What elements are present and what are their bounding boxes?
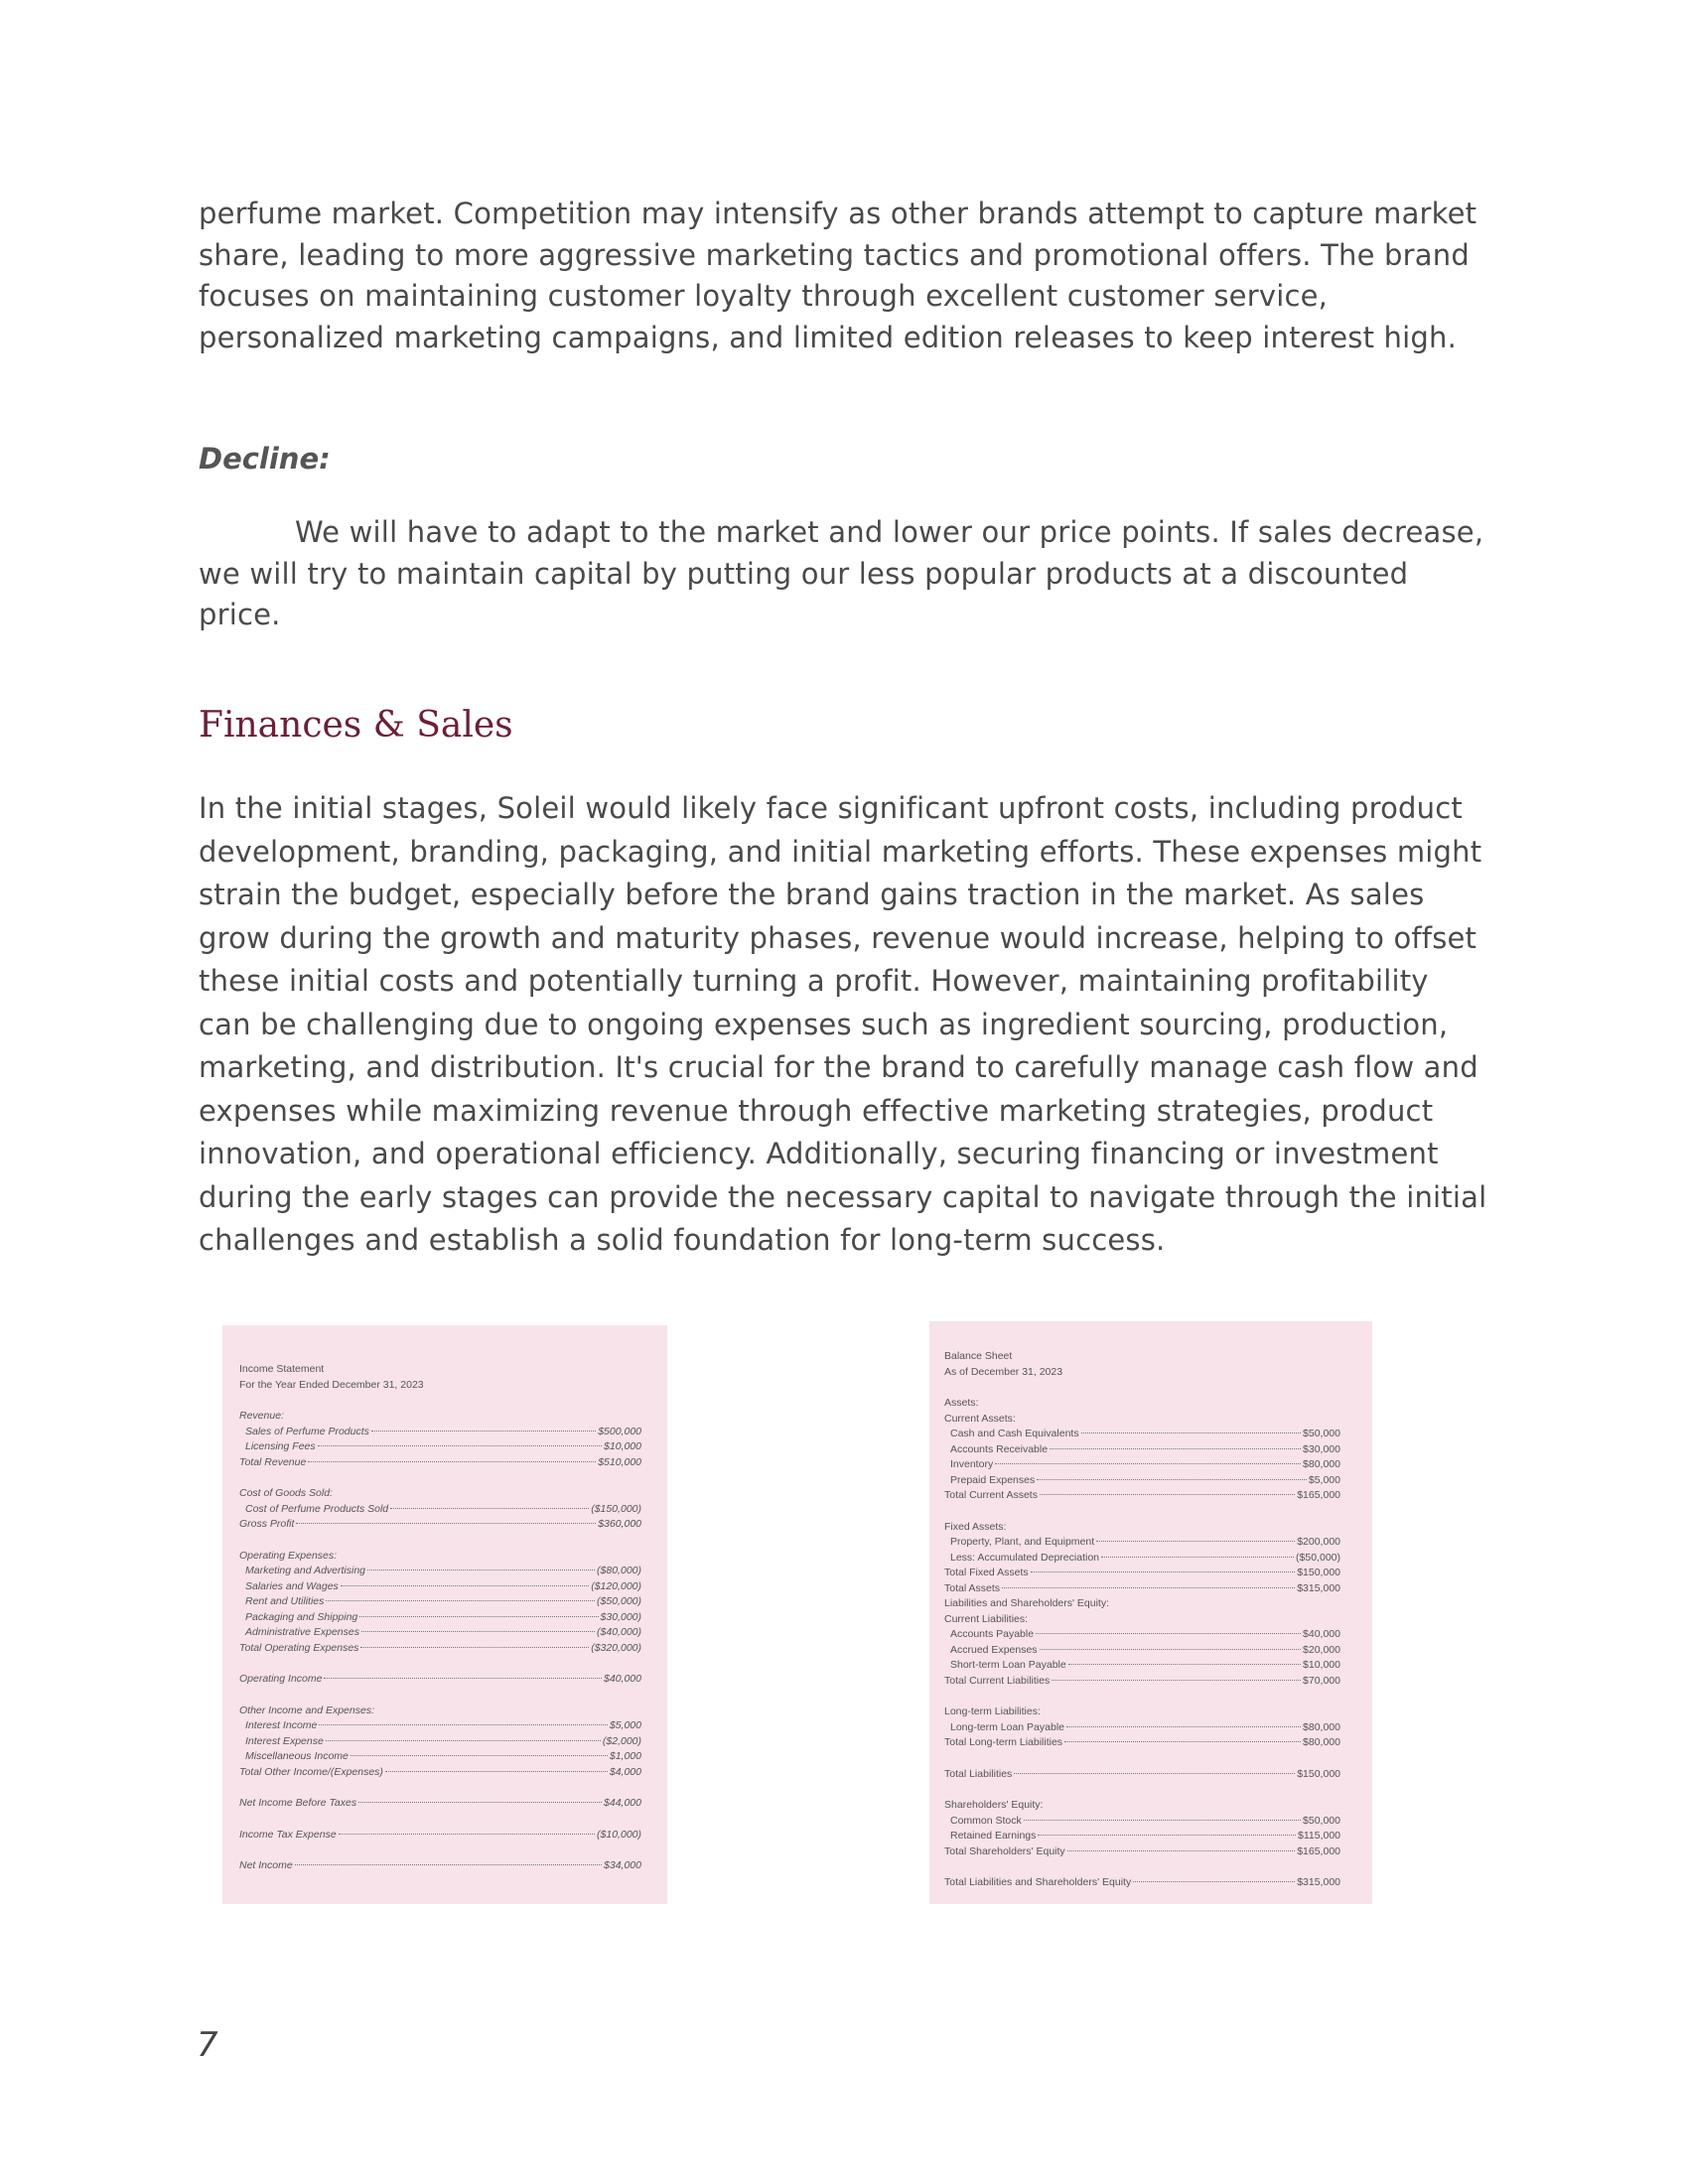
statement-line-item — [944, 1720, 1340, 1736]
line-label: Interest Expense — [245, 1734, 324, 1747]
dot-leader — [390, 1508, 589, 1509]
statement-section-heading — [239, 1704, 641, 1719]
statement-line-item — [239, 1594, 641, 1610]
intro-paragraph: perfume market. Competition may intensify as other brands attempt to capture market share, leading to more aggressive marketing tactics and promotional offers. The brand focuses on maintaining customer loyalty through excellent customer service, personalized marketing campaigns, and limited edition releases to keep interest high. — [199, 197, 1477, 354]
line-label: Operating Income — [239, 1673, 323, 1685]
statement-line-item — [239, 1641, 641, 1657]
line-amount: $80,000 — [1303, 1736, 1340, 1748]
statement-line-item — [944, 1627, 1340, 1643]
line-amount: $10,000 — [604, 1440, 641, 1452]
income-statement — [222, 1325, 667, 1904]
statement-line-item — [944, 1581, 1340, 1597]
row-spacer — [944, 1782, 1340, 1798]
dot-leader — [1040, 1649, 1301, 1650]
line-label: Cash and Cash Equivalents — [950, 1428, 1079, 1439]
line-amount: $44,000 — [604, 1797, 641, 1809]
statement-line-item — [944, 1875, 1340, 1891]
line-label: Net Income — [239, 1859, 293, 1871]
dot-leader — [1031, 1571, 1296, 1572]
balance-sheet-subtitle: As of December 31, 2023 — [944, 1366, 1063, 1378]
line-amount: $5,000 — [609, 1719, 641, 1731]
statement-section-heading — [944, 1596, 1340, 1612]
statement-section-heading — [239, 1409, 641, 1425]
statement-line-item — [239, 1455, 641, 1471]
row-spacer — [944, 1859, 1340, 1875]
dot-leader — [319, 1724, 608, 1725]
dot-leader — [1052, 1680, 1301, 1681]
line-label: Retained Earnings — [950, 1830, 1037, 1842]
line-amount: $80,000 — [1303, 1720, 1340, 1733]
statement-line-item — [239, 1672, 641, 1688]
dot-leader — [351, 1755, 608, 1756]
dot-leader — [360, 1647, 589, 1648]
statement-line-item — [239, 1579, 641, 1595]
statement-line-item — [944, 1829, 1340, 1844]
balance-sheet — [929, 1321, 1372, 1904]
line-label: Total Shareholders' Equity — [944, 1844, 1065, 1857]
line-label: Total Liabilities — [944, 1767, 1013, 1780]
statement-line-item — [944, 1844, 1340, 1860]
statement-line-item — [944, 1427, 1340, 1442]
line-amount: $10,000 — [1303, 1659, 1340, 1671]
statement-line-item — [239, 1439, 641, 1455]
line-amount: ($40,000) — [597, 1626, 641, 1638]
row-spacer — [239, 1812, 641, 1828]
statement-line-item — [944, 1566, 1340, 1581]
statement-section-heading — [944, 1396, 1340, 1412]
row-spacer — [944, 1689, 1340, 1705]
line-label: Prepaid Expenses — [950, 1473, 1036, 1486]
decline-paragraph — [199, 512, 1489, 636]
line-label: Gross Profit — [239, 1518, 295, 1530]
line-label: Rent and Utilities — [245, 1595, 325, 1607]
row-spacer — [239, 1688, 641, 1704]
statement-section-heading — [944, 1798, 1340, 1814]
income-statement-subtitle: For the Year Ended December 31, 2023 — [239, 1379, 424, 1391]
line-amount: $165,000 — [1297, 1489, 1340, 1501]
line-amount: $4,000 — [609, 1765, 641, 1778]
line-label: Other Income and Expenses: — [239, 1704, 374, 1716]
line-amount: $50,000 — [1303, 1814, 1340, 1827]
statement-line-item — [239, 1765, 641, 1781]
line-label: Miscellaneous Income — [245, 1750, 349, 1762]
dot-leader — [361, 1631, 595, 1632]
line-amount: $150,000 — [1297, 1767, 1340, 1780]
dot-leader — [1038, 1835, 1296, 1836]
dot-leader — [359, 1616, 598, 1617]
statement-line-item — [944, 1473, 1340, 1489]
line-amount: $315,000 — [1297, 1581, 1340, 1594]
statement-line-item — [239, 1828, 641, 1843]
line-label: Total Operating Expenses — [239, 1641, 359, 1654]
dot-leader — [995, 1463, 1301, 1464]
dot-leader — [1068, 1664, 1301, 1665]
line-amount: ($10,000) — [597, 1828, 641, 1841]
dot-leader — [341, 1585, 589, 1586]
statement-section-heading — [944, 1612, 1340, 1628]
decline-paragraph-text: We will have to adapt to the market and lower our price points. If sales decrease, we will try to maintain capital by putting our less popular products at a discounted price. — [199, 515, 1484, 631]
line-amount: $40,000 — [604, 1673, 641, 1685]
line-label: Net Income Before Taxes — [239, 1797, 357, 1809]
balance-sheet-rows — [944, 1380, 1340, 1891]
line-label: Total Liabilities and Shareholders' Equity — [944, 1876, 1132, 1888]
line-amount: $50,000 — [1303, 1428, 1340, 1439]
row-spacer — [239, 1533, 641, 1549]
line-label: Accrued Expenses — [950, 1643, 1038, 1656]
line-label: Revenue: — [239, 1410, 284, 1422]
line-amount: ($50,000) — [1296, 1551, 1340, 1564]
line-amount: $70,000 — [1303, 1674, 1340, 1687]
line-amount: $115,000 — [1297, 1830, 1340, 1842]
statement-line-item — [944, 1551, 1340, 1567]
statement-line-item — [239, 1625, 641, 1641]
line-label: Less: Accumulated Depreciation — [950, 1551, 1099, 1564]
line-amount: $360,000 — [598, 1518, 641, 1530]
line-label: Inventory — [950, 1458, 994, 1470]
statement-line-item — [944, 1814, 1340, 1830]
line-amount: $30,000 — [1303, 1442, 1340, 1455]
line-label: Total Long-term Liabilities — [944, 1736, 1063, 1748]
dot-leader — [1014, 1773, 1295, 1774]
row-spacer — [944, 1751, 1340, 1767]
dot-leader — [1066, 1726, 1301, 1727]
statement-line-item — [944, 1767, 1340, 1783]
line-label: Total Other Income/(Expenses) — [239, 1765, 383, 1778]
statement-line-item — [239, 1734, 641, 1750]
statement-line-item — [944, 1735, 1340, 1751]
line-label: Total Revenue — [239, 1455, 307, 1468]
line-label: Packaging and Shipping — [245, 1610, 358, 1623]
statement-line-item — [944, 1488, 1340, 1504]
income-statement-rows — [239, 1393, 641, 1874]
line-label: Cost of Goods Sold: — [239, 1487, 333, 1499]
row-spacer — [944, 1380, 1340, 1396]
row-spacer — [239, 1780, 641, 1796]
dot-leader — [1050, 1448, 1301, 1449]
line-amount: $80,000 — [1303, 1458, 1340, 1470]
line-label: Total Current Liabilities — [944, 1674, 1051, 1687]
statement-section-heading — [239, 1486, 641, 1502]
dot-leader — [1036, 1633, 1301, 1634]
line-label: Current Assets: — [944, 1412, 1016, 1425]
statement-section-heading — [944, 1705, 1340, 1720]
line-label: Common Stock — [950, 1814, 1022, 1827]
statement-section-heading — [239, 1549, 641, 1565]
line-label: Income Tax Expense — [239, 1828, 337, 1841]
line-label: Cost of Perfume Products Sold — [245, 1502, 389, 1515]
dot-leader — [296, 1523, 596, 1524]
line-label: Total Assets — [944, 1581, 1001, 1594]
line-label: Liabilities and Shareholders' Equity: — [944, 1597, 1110, 1609]
line-label: Interest Income — [245, 1719, 318, 1731]
line-amount: $40,000 — [1303, 1628, 1340, 1640]
line-label: Accounts Receivable — [950, 1442, 1049, 1455]
line-label: Current Liabilities: — [944, 1612, 1029, 1625]
line-label: Accounts Payable — [950, 1628, 1035, 1640]
dot-leader — [1024, 1820, 1301, 1821]
statement-line-item — [944, 1658, 1340, 1674]
statement-line-item — [239, 1610, 641, 1626]
row-spacer — [239, 1393, 641, 1409]
row-spacer — [944, 1504, 1340, 1520]
line-amount: ($50,000) — [597, 1595, 641, 1607]
dot-leader — [295, 1864, 602, 1865]
statement-line-item — [944, 1674, 1340, 1690]
page-number: 7 — [197, 2025, 218, 2065]
line-label: Sales of Perfume Products — [245, 1425, 369, 1437]
dot-leader — [326, 1740, 601, 1741]
line-amount: $5,000 — [1308, 1473, 1340, 1486]
line-amount: $34,000 — [604, 1859, 641, 1871]
row-spacer — [239, 1843, 641, 1858]
line-amount: $1,000 — [609, 1750, 641, 1762]
statement-line-item — [239, 1564, 641, 1579]
line-amount: ($120,000) — [591, 1579, 641, 1592]
dot-leader — [1002, 1587, 1295, 1588]
dot-leader — [324, 1678, 602, 1679]
line-amount: ($150,000) — [591, 1502, 641, 1515]
line-label: Licensing Fees — [245, 1440, 316, 1452]
income-statement-title: Income Statement — [239, 1363, 325, 1375]
dot-leader — [1064, 1741, 1301, 1742]
dot-leader — [1037, 1479, 1307, 1480]
line-amount: $510,000 — [598, 1455, 641, 1468]
statement-line-item — [944, 1442, 1340, 1458]
statement-line-item — [944, 1643, 1340, 1659]
line-label: Property, Plant, and Equipment — [950, 1536, 1095, 1548]
dot-leader — [1133, 1881, 1295, 1882]
statement-line-item — [239, 1749, 641, 1765]
line-amount: $30,000) — [600, 1610, 641, 1623]
line-label: Assets: — [944, 1397, 979, 1409]
dot-leader — [385, 1771, 608, 1772]
line-label: Fixed Assets: — [944, 1520, 1007, 1533]
statement-line-item — [239, 1718, 641, 1734]
line-label: Short-term Loan Payable — [950, 1659, 1066, 1671]
line-amount: $165,000 — [1297, 1844, 1340, 1857]
dot-leader — [318, 1445, 602, 1446]
finances-paragraph: In the initial stages, Soleil would likely face significant upfront costs, including product development, branding, packaging, and initial marketing efforts. These expenses might strain the budget, especially before the brand gains traction in the market. As sales grow during the growth and maturity phases, revenue would increase, helping to offset these initial costs and potentially turning a profit. However, maintaining profitability can be challenging due to ongoing expenses such as ingredient sourcing, production, marketing, and distribution. It's crucial for the brand to carefully manage cash flow and expenses while maximizing revenue through effective marketing strategies, product innovation, and operational efficiency. Additionally, securing financing or investment during the early stages can provide the necessary capital to navigate through the initial challenges and establish a solid foundation for long-term success. — [199, 791, 1487, 1257]
line-label: Long-term Loan Payable — [950, 1720, 1064, 1733]
line-label: Operating Expenses: — [239, 1549, 338, 1562]
dot-leader — [339, 1834, 595, 1835]
statement-line-item — [944, 1535, 1340, 1551]
line-amount: ($80,000) — [597, 1565, 641, 1576]
dot-leader — [1101, 1557, 1294, 1558]
statement-line-item — [944, 1457, 1340, 1473]
dot-leader — [308, 1461, 596, 1462]
statement-section-heading — [944, 1412, 1340, 1428]
line-label: Long-term Liabilities: — [944, 1706, 1041, 1717]
statement-line-item — [239, 1517, 641, 1533]
dot-leader — [1040, 1494, 1295, 1495]
line-label: Total Fixed Assets — [944, 1567, 1029, 1578]
dot-leader — [1096, 1541, 1295, 1542]
line-label: Salaries and Wages — [245, 1579, 339, 1592]
dot-leader — [358, 1802, 602, 1803]
statement-section-heading — [944, 1520, 1340, 1536]
line-amount: $20,000 — [1303, 1643, 1340, 1656]
row-spacer — [239, 1656, 641, 1672]
line-amount: $150,000 — [1297, 1567, 1340, 1578]
line-amount: $500,000 — [598, 1425, 641, 1437]
dot-leader — [1067, 1850, 1296, 1851]
decline-heading: Decline: — [199, 442, 331, 476]
row-spacer — [239, 1470, 641, 1486]
line-label: Total Current Assets — [944, 1489, 1038, 1501]
statement-line-item — [239, 1796, 641, 1812]
line-amount: $315,000 — [1297, 1876, 1340, 1888]
line-amount: $200,000 — [1297, 1536, 1340, 1548]
balance-sheet-title: Balance Sheet — [944, 1350, 1013, 1362]
line-amount: ($320,000) — [591, 1641, 641, 1654]
dot-leader — [371, 1431, 596, 1432]
line-label: Administrative Expenses — [245, 1626, 359, 1638]
finances-section-title: Finances & Sales — [199, 705, 513, 746]
statement-line-item — [239, 1858, 641, 1874]
dot-leader — [326, 1600, 595, 1601]
line-label: Shareholders' Equity: — [944, 1799, 1044, 1811]
statement-line-item — [239, 1425, 641, 1440]
line-label: Marketing and Advertising — [245, 1565, 366, 1576]
statement-line-item — [239, 1502, 641, 1518]
line-amount: ($2,000) — [602, 1734, 641, 1747]
